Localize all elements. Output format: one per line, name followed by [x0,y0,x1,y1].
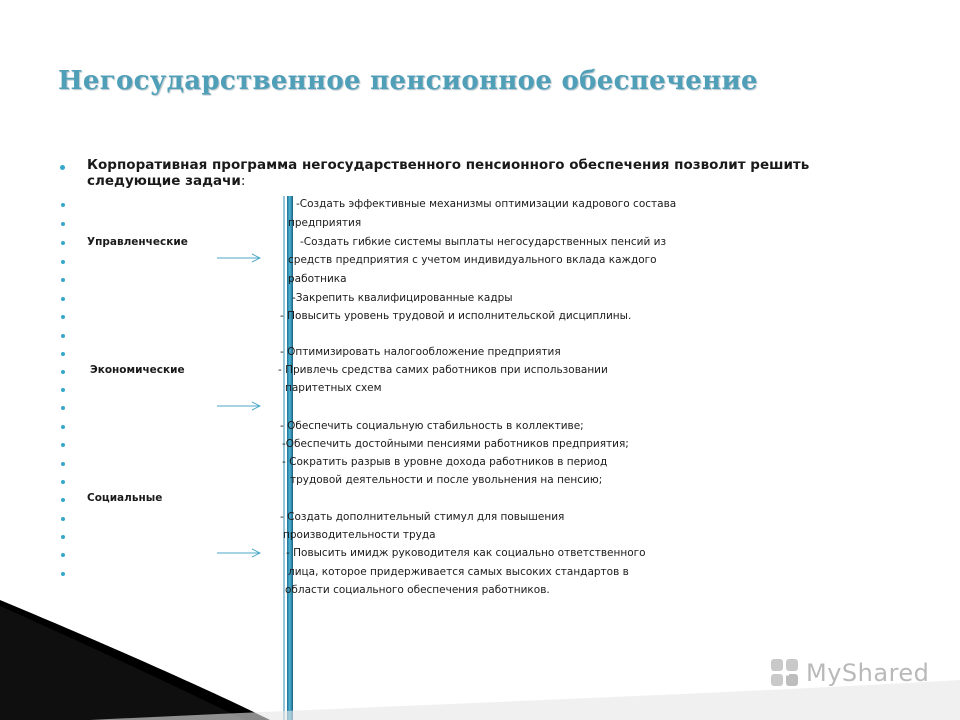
bullet-marker [61,352,65,356]
task-line: паритетных схем [285,382,382,394]
task-line: -Создать гибкие системы выплаты негосударственных пенсий из [300,236,667,248]
task-line: - Сократить разрыв в уровне дохода работников в период [282,456,608,468]
intro-main: Корпоративная программа негосударственного пенсионного обеспечения позволит решить следующие задачи [87,157,810,189]
task-line: производительности труда [283,529,436,541]
task-line: работника [288,273,347,285]
category-managerial: Управленческие [87,236,188,248]
task-line: -Создать эффективные механизмы оптимизации кадрового состава [296,198,677,210]
intro-text [87,157,887,189]
slide-title: Негосударственное пенсионное обеспечение [58,66,758,96]
task-line: - Оптимизировать налогообложение предприятия [280,346,561,358]
bullet-marker [61,334,65,338]
bullet-marker [61,406,65,410]
bullet-marker [61,572,65,576]
bullet-marker [61,498,65,502]
intro-colon: : [240,173,246,189]
watermark-text: MyShared [806,659,930,687]
bullet-marker [61,388,65,392]
task-line: - Обеспечить социальную стабильность в коллективе; [280,420,584,432]
task-line: трудовой деятельности и после увольнения на пенсию; [290,474,603,486]
task-line: -Закрепить квалифицированные кадры [292,292,513,304]
task-line: предприятия [288,217,362,229]
bullet-marker [61,278,65,282]
task-line: средств предприятия с учетом индивидуального вклада каждого [288,254,657,266]
task-line: - Повысить уровень трудовой и исполнительской дисциплины. [280,310,632,322]
bullet-marker [61,315,65,319]
task-line: области социального обеспечения работников. [285,584,550,596]
bullet-marker [61,260,65,264]
bullet-marker [61,553,65,557]
bullet-marker [61,480,65,484]
myshared-logo-icon [768,656,802,690]
bullet-marker [61,535,65,539]
bullet-marker [60,165,65,170]
task-line: - Повысить имидж руководителя как социально ответственного [286,547,646,559]
bullet-marker [61,241,65,245]
bullet-marker [61,517,65,521]
arrow-right-icon [217,253,261,263]
task-line: -Обеспечить достойными пенсиями работников предприятия; [282,438,629,450]
task-line: - Создать дополнительный стимул для повышения [280,511,565,523]
bullet-marker [61,462,65,466]
myshared-watermark [768,656,929,690]
arrow-right-icon [217,401,261,411]
bullet-marker [61,370,65,374]
bullet-marker [61,297,65,301]
bullet-marker [61,425,65,429]
category-social: Социальные [87,492,163,504]
task-line: - Привлечь средства самих работников при использовании [278,364,608,376]
bullet-marker [61,443,65,447]
task-line: лица, которое придерживается самых высоких стандартов в [288,566,629,578]
bullet-marker [61,222,65,226]
category-economic: Экономические [90,364,185,376]
bullet-marker [61,203,65,207]
arrow-right-icon [217,548,261,558]
